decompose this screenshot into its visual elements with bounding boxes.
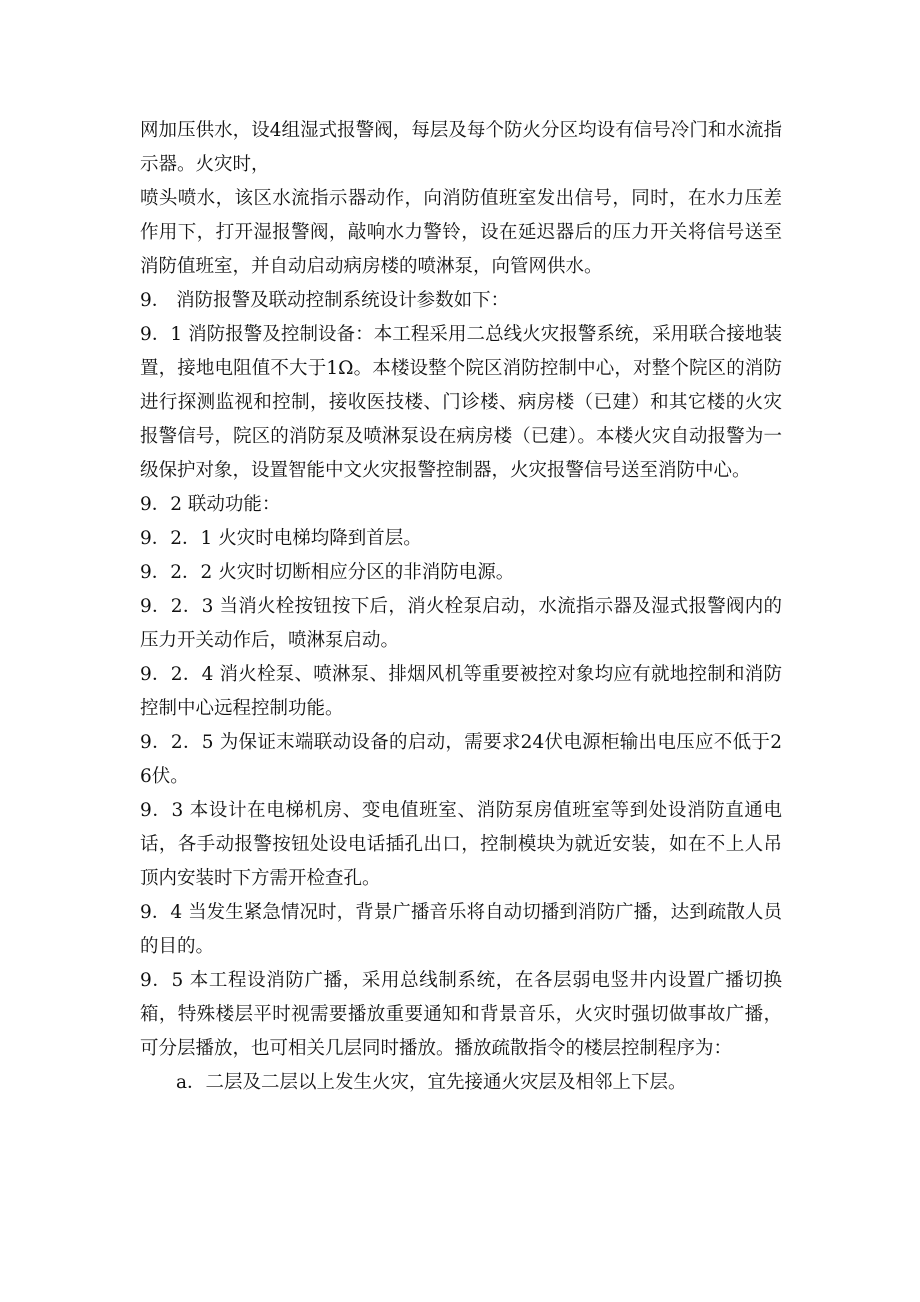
section-9-2-3: 9．2．3 当消火栓按钮按下后，消火栓泵启动，水流指示器及湿式报警阀内的压力开关动作后，喷淋泵启动。: [140, 596, 782, 651]
section-9-2-4: 9．2．4 消火栓泵、喷淋泵、排烟风机等重要被控对象均应有就地控制和消防控制中心远程控制功能。: [140, 664, 782, 719]
section-9-2-2: 9．2．2 火灾时切断相应分区的非消防电源。: [140, 562, 515, 583]
section-9-5: 9．5 本工程设消防广播，采用总线制系统，在各层弱电竖井内设置广播切换箱，特殊楼层平时视需要播放重要通知和背景音乐，火灾时强切做事故广播，可分层播放，也可相关几层同时播放。播放疏散指令的楼层控制程序为：: [140, 970, 782, 1059]
paragraph-continuation: 网加压供水，设4组湿式报警阀，每层及每个防火分区均设有信号冷门和水流指示器。火灾时，: [140, 120, 782, 175]
paragraph-sprinkler-action: 喷头喷水，该区水流指示器动作，向消防值班室发出信号，同时，在水力压差作用下，打开湿报警阀，敲响水力警铃，设在延迟器后的压力开关将信号送至消防值班室，并自动启动病房楼的喷淋泵，向管网供水。: [140, 188, 782, 277]
section-9-2: 9．2 联动功能：: [140, 494, 281, 515]
section-9-2-1: 9．2．1 火灾时电梯均降到首层。: [140, 528, 422, 549]
section-9-4: 9．4 当发生紧急情况时，背景广播音乐将自动切播到消防广播，达到疏散人员的目的。: [140, 902, 782, 957]
document-body: [140, 114, 782, 1100]
list-item-a: a．二层及二层以上发生火灾，宜先接通火灾层及相邻上下层。: [176, 1072, 687, 1093]
section-9-2-5: 9．2．5 为保证末端联动设备的启动，需要求24伏电源柜输出电压应不低于26伏。: [140, 732, 782, 787]
section-9-1: 9．1 消防报警及控制设备：本工程采用二总线火灾报警系统，采用联合接地装置，接地电阻值不大于1Ω。本楼设整个院区消防控制中心，对整个院区的消防进行探测监视和控制，接收医技楼、门诊楼、病房楼（已建）和其它楼的火灾报警信号，院区的消防泵及喷淋泵设在病房楼（已建）。本楼火灾自动报警为一级保护对象，设置智能中文火灾报警控制器，火灾报警信号送至消防中心。: [140, 324, 782, 481]
section-9-3: 9．3 本设计在电梯机房、变电值班室、消防泵房值班室等到处设消防直通电话，各手动报警按钮处设电话插孔出口，控制模块为就近安装，如在不上人吊顶内安装时下方需开检查孔。: [140, 800, 782, 889]
section-9-heading: 9． 消防报警及联动控制系统设计参数如下：: [140, 290, 510, 311]
